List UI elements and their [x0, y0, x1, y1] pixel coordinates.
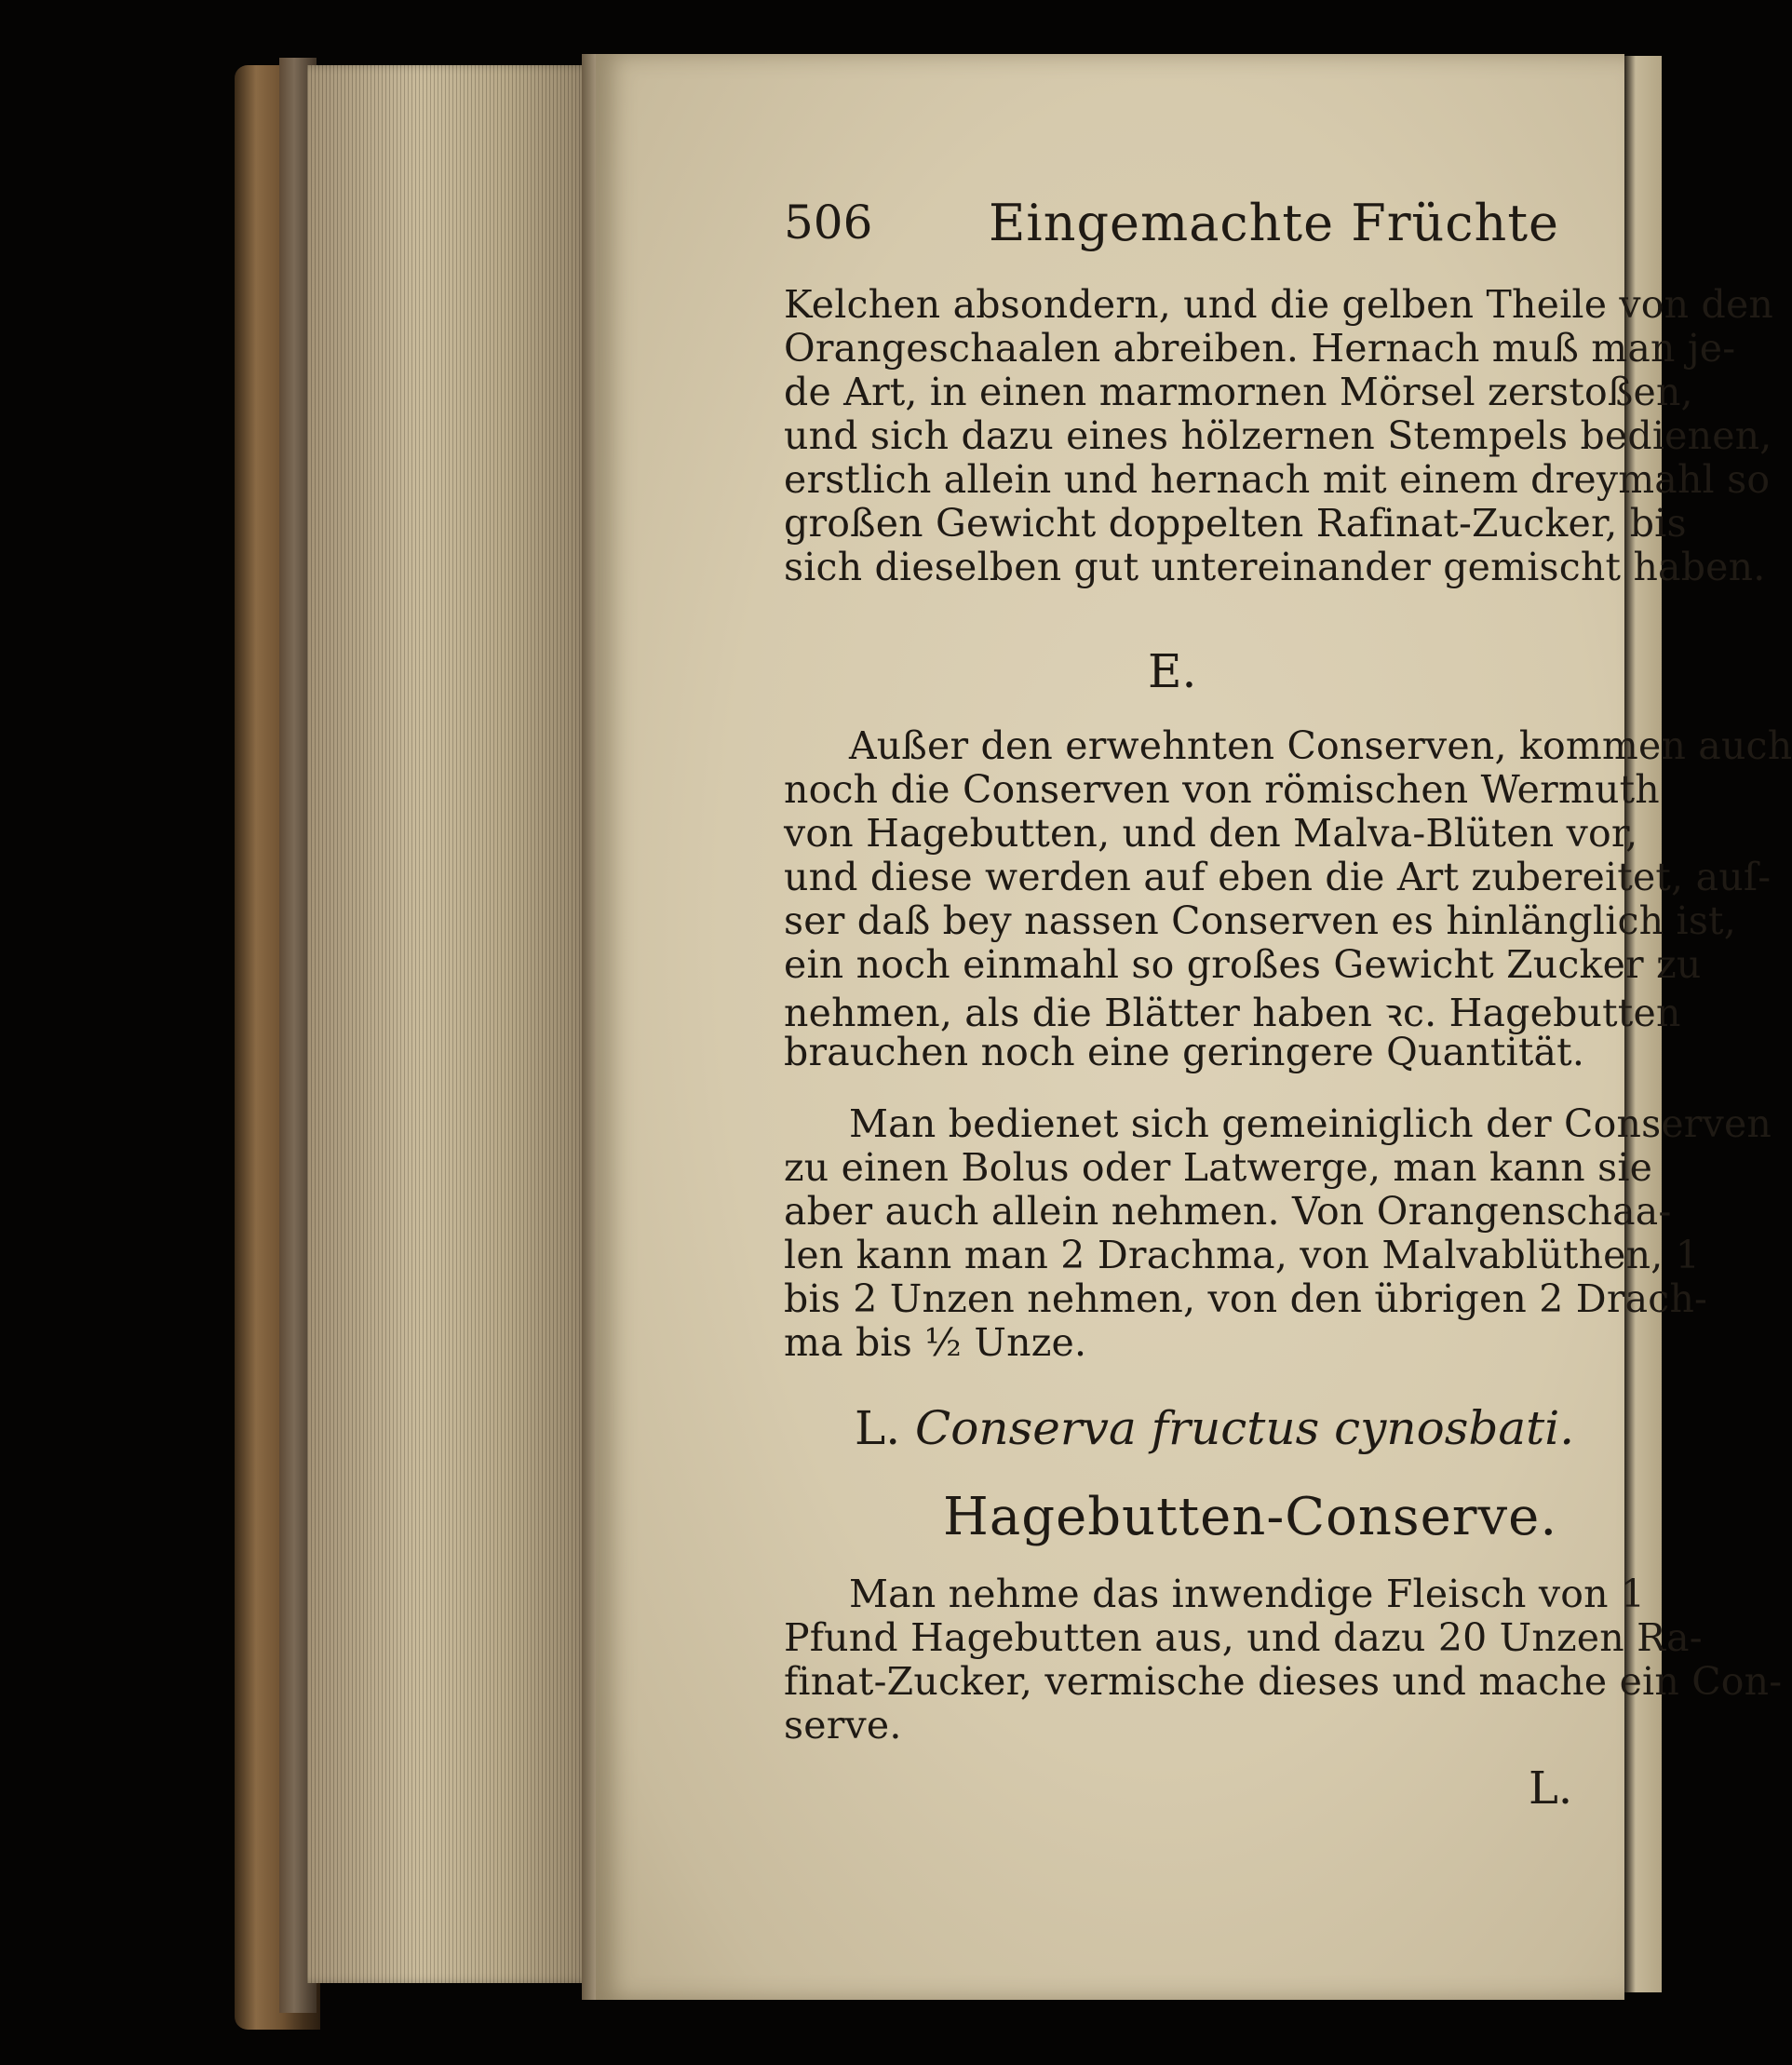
text-line: aber auch allein nehmen. Von Orangenschaa-: [784, 1189, 1672, 1234]
text-line: und sich dazu eines hölzernen Stempels bedienen,: [784, 413, 1772, 458]
text-line: großen Gewicht doppelten Rafinat-Zucker, bis: [784, 501, 1687, 546]
text-line: und diese werden auf eben die Art zubereitet, auſ-: [784, 855, 1772, 899]
text-line: de Art, in einen marmornen Mörsel zerstoßen,: [784, 370, 1693, 414]
text-line: len kann man 2 Drachma, von Malvablüthen, 1: [784, 1233, 1700, 1277]
text-line: bis 2 Unzen nehmen, von den übrigen 2 Drach-: [784, 1276, 1708, 1321]
text-line: zu einen Bolus oder Latwerge, man kann sie: [784, 1145, 1653, 1190]
text-line: ein noch einmahl so großes Gewicht Zucker zu: [784, 942, 1702, 987]
text-line: von Hagebutten, und den Malva-Blüten vor,: [784, 811, 1638, 856]
text-line: ma bis ½ Unze.: [784, 1320, 1087, 1365]
section-heading-latin: [855, 1401, 1574, 1455]
text-line: Pfund Hagebutten aus, und dazu 20 Unzen Ra-: [784, 1615, 1703, 1660]
text-line: Man nehme das inwendige Fleisch von 1: [849, 1572, 1646, 1616]
stacked-page-edges: [307, 65, 591, 1983]
section-mark-l: L.: [855, 1401, 901, 1455]
latin-title: Conserva fructus cynosbati.: [915, 1401, 1575, 1455]
text-line: brauchen noch eine geringere Quantität.: [784, 1030, 1585, 1074]
running-head: Eingemachte Früchte: [989, 194, 1559, 252]
catchword: L.: [1529, 1762, 1573, 1815]
text-line: Man bedienet sich gemeiniglich der Conserven: [849, 1101, 1772, 1146]
text-line: noch die Conserven von römischen Wermuth: [784, 767, 1660, 812]
text-line: erstlich allein und hernach mit einem dreymahl so: [784, 457, 1771, 502]
text-line: finat-Zucker, vermische dieses und mache ein Con-: [784, 1659, 1783, 1704]
text-line: Kelchen absondern, und die gelben Theile von den: [784, 282, 1774, 327]
text-line: serve.: [784, 1703, 902, 1748]
text-line: Außer den erwehnten Conserven, kommen auch: [849, 723, 1792, 768]
text-line: nehmen, als die Blätter haben ꝛc. Hagebutten: [784, 991, 1681, 1035]
page-number: 506: [784, 196, 873, 250]
section-heading-german: Hagebutten-Conserve.: [943, 1487, 1558, 1547]
text-line: sich dieselben gut untereinander gemischt haben.: [784, 545, 1766, 589]
text-line: Orangeschaalen abreiben. Hernach muß man je-: [784, 326, 1736, 371]
section-heading-e: E.: [1148, 644, 1197, 698]
text-line: ser daß bey nassen Conserven es hinlänglich ist,: [784, 898, 1736, 943]
